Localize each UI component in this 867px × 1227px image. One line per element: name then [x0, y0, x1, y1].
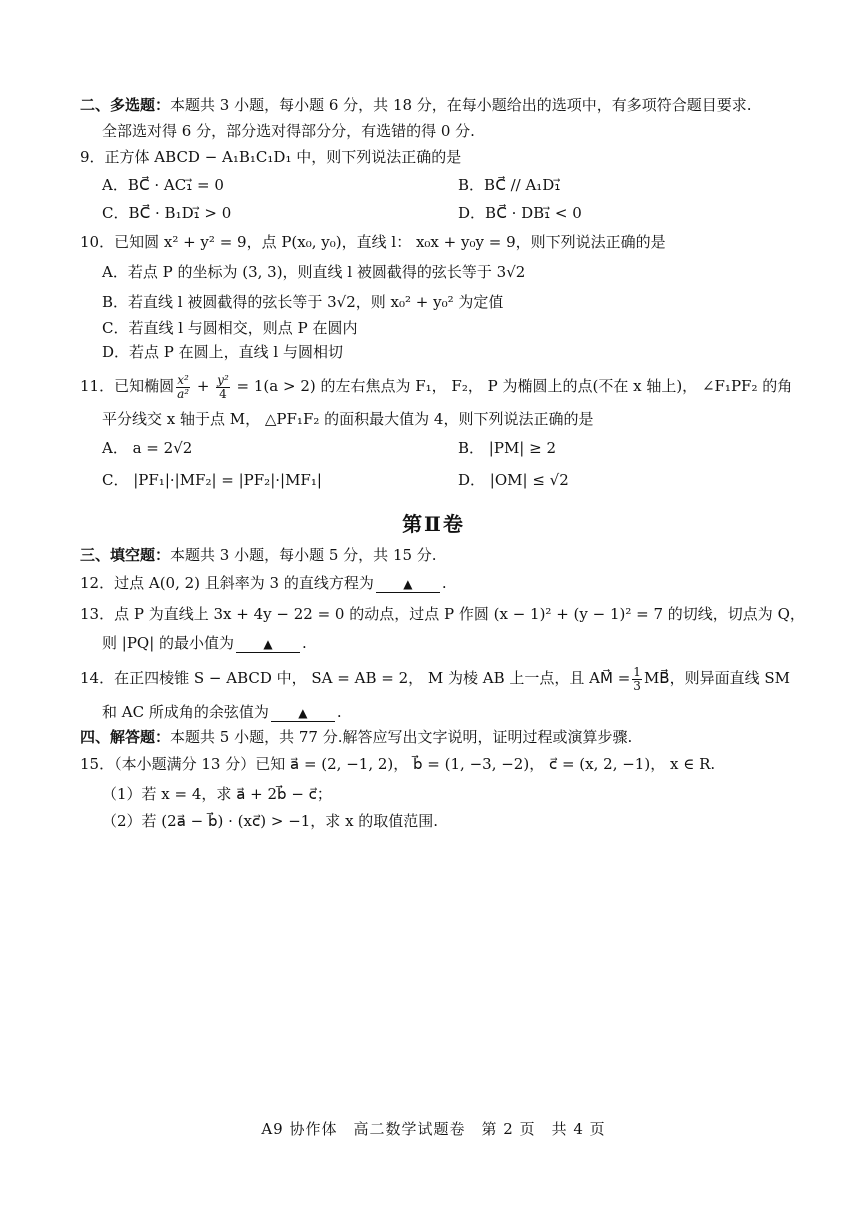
- page-footer: A9 协作体 高二数学试题卷 第 2 页 共 4 页: [261, 1120, 606, 1138]
- section-2-text-line2: 全部选对得 6 分，部分选对得部分分，有选错的得 0 分.: [102, 122, 475, 140]
- q10-option-a: A．若点 P 的坐标为 (3, 3)，则直线 l 被圆截得的弦长等于 3√2: [102, 263, 526, 281]
- q13-line2-prefix: 则 |PQ| 的最小值为: [102, 634, 235, 652]
- q13-line1: 13．点 P 为直线上 3x + 4y − 22 = 0 的动点，过点 P 作圆 (x − 1)² + (y − 1)² = 7 的切线，切点为 Q，: [80, 605, 805, 623]
- part-2-title: 第Ⅱ卷: [402, 512, 465, 536]
- q9-option-a: A．BC⃗ · AC₁⃗ = 0: [102, 176, 224, 194]
- q11-fraction-y: [216, 374, 230, 401]
- q9-option-c: C．BC⃗ · B₁D₁⃗ > 0: [102, 204, 232, 222]
- section-4-heading: 四、解答题：: [80, 728, 171, 746]
- q12-answer-blank[interactable]: ▲: [376, 576, 440, 593]
- q15-part2: （2）若 (2a⃗ − b⃗) · (xc⃗) > −1，求 x 的取值范围.: [102, 812, 439, 830]
- section-3-heading: 三、填空题：: [80, 546, 171, 564]
- q14-end: .: [336, 703, 342, 721]
- q13-line2: [102, 633, 307, 653]
- q11-stem-prefix: 11．已知椭圆: [80, 377, 175, 395]
- q14-line2: [102, 702, 342, 722]
- q11-option-d: D． |OM| ≤ √2: [458, 471, 569, 489]
- q15-line1: 15．（本小题满分 13 分）已知 a⃗ = (2, −1, 2)， b⃗ = (1, −3, −2)， c⃗ = (x, 2, −1)， x ∈ R.: [80, 755, 716, 773]
- q11-frac2-num: y²: [217, 372, 229, 387]
- q10-option-c: C．若直线 l 与圆相交，则点 P 在圆内: [102, 319, 358, 337]
- q15-part1: （1）若 x = 4，求 a⃗ + 2b⃗ − c⃗；: [102, 785, 332, 803]
- q12-end: .: [441, 574, 447, 592]
- q14-frac-num: 1: [633, 664, 641, 679]
- q14-line1: [80, 664, 790, 693]
- section-2-text: 本题共 3 小题，每小题 6 分，共 18 分，在每小题给出的选项中，有多项符合题目要求.: [170, 96, 752, 114]
- q11-option-b: B． |PM| ≥ 2: [458, 439, 556, 457]
- q13-end: .: [302, 634, 307, 652]
- q11-frac2-den: 4: [219, 386, 227, 401]
- section-3-text: 本题共 3 小题，每小题 5 分，共 15 分.: [170, 546, 437, 564]
- section-2-header: [80, 95, 752, 115]
- q9-stem: 9．正方体 ABCD − A₁B₁C₁D₁ 中，则下列说法正确的是: [80, 148, 462, 166]
- q11-option-c: C． |PF₁|·|MF₂| = |PF₂|·|MF₁|: [102, 471, 322, 489]
- q11-frac1-den: a²: [177, 386, 190, 401]
- q9-option-d: D．BC⃗ · DB₁⃗ < 0: [458, 204, 582, 222]
- q12-text: 12．过点 A(0, 2) 且斜率为 3 的直线方程为: [80, 574, 374, 592]
- q14-answer-blank[interactable]: ▲: [271, 705, 335, 722]
- q11-stem-suffix: = 1(a > 2) 的左右焦点为 F₁， F₂， P 为椭圆上的点(不在 x 轴上)， ∠F₁PF₂ 的角: [231, 377, 793, 395]
- q13-answer-blank[interactable]: ▲: [236, 636, 300, 653]
- q11-frac1-num: x²: [177, 372, 189, 387]
- q12-line: [80, 573, 447, 593]
- q10-option-b: B．若直线 l 被圆截得的弦长等于 3√2，则 x₀² + y₀² 为定值: [102, 293, 504, 311]
- q11-fraction-x: [176, 374, 190, 401]
- q11-option-a: A． a = 2√2: [102, 439, 193, 457]
- q14-line1-prefix: 14．在正四棱锥 S − ABCD 中， SA = AB = 2， M 为棱 AB 上一点，且 AM⃗ =: [80, 669, 631, 687]
- q10-option-d: D．若点 P 在圆上，直线 l 与圆相切: [102, 343, 343, 361]
- q9-option-b: B．BC⃗ // A₁D₁⃗: [458, 176, 561, 194]
- q14-line1-suffix: MB⃗，则异面直线 SM: [643, 669, 790, 687]
- q11-stem-line2: 平分线交 x 轴于点 M， △PF₁F₂ 的面积最大值为 4，则下列说法正确的是: [102, 410, 594, 428]
- q11-plus: +: [192, 377, 215, 395]
- q11-stem-line1: [80, 372, 792, 401]
- section-2-heading: 二、多选题：: [80, 96, 171, 114]
- q14-frac-den: 3: [633, 678, 641, 693]
- section-3-header: [80, 545, 437, 565]
- section-4-header: [80, 727, 632, 747]
- q14-fraction: [632, 666, 642, 693]
- section-4-text: 本题共 5 小题，共 77 分.解答应写出文字说明，证明过程或演算步骤.: [170, 728, 633, 746]
- q14-line2-prefix: 和 AC 所成角的余弦值为: [102, 703, 269, 721]
- q10-stem: 10．已知圆 x² + y² = 9，点 P(x₀, y₀)，直线 l： x₀x + y₀y = 9，则下列说法正确的是: [80, 233, 666, 251]
